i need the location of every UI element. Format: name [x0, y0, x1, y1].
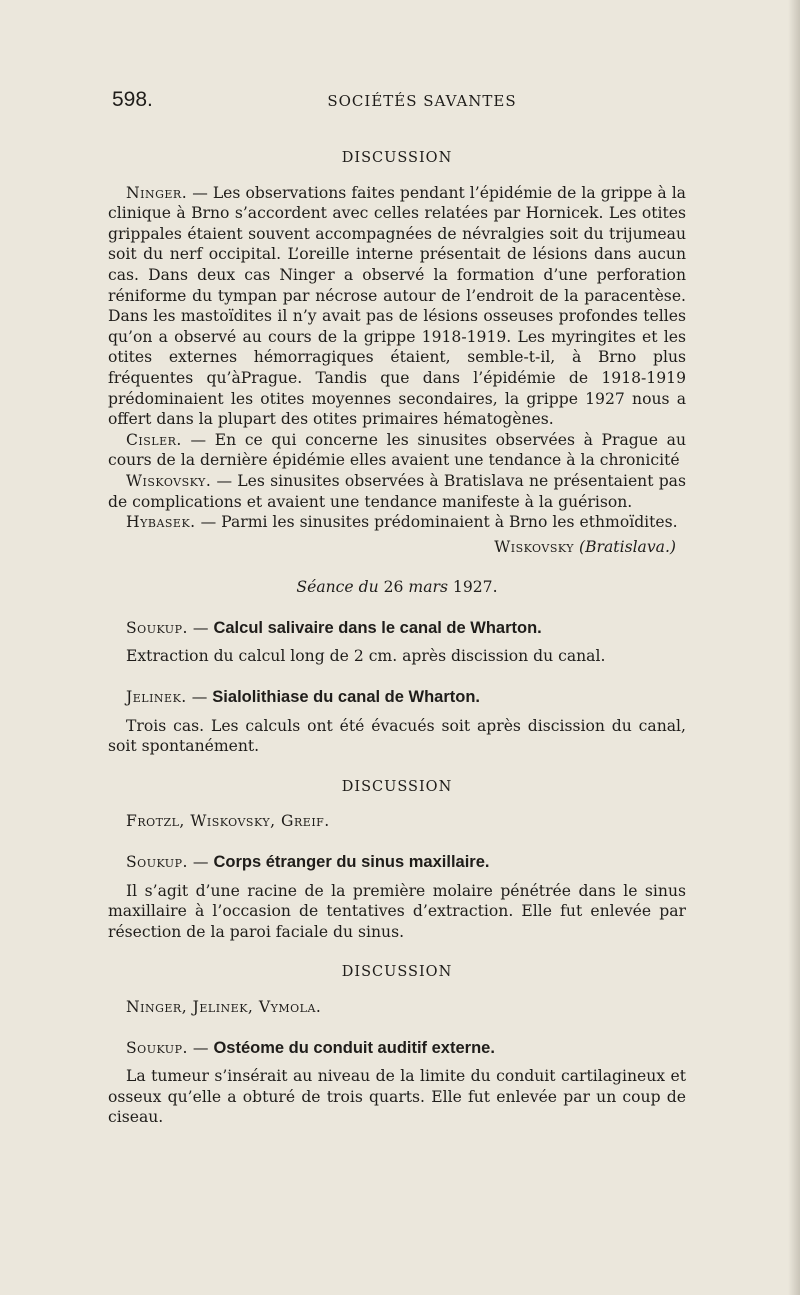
communication-text: Trois cas. Les calculs ont été évacués soit après discission du canal, soit spontanément.	[108, 716, 686, 756]
paragraph-cisler	[108, 430, 686, 471]
communication-heading: Ostéome du conduit auditif externe.	[213, 1038, 495, 1057]
paragraph-text: — Les observations faites pendant l’épidémie de la grippe à la clinique à Brno s’accordent avec celles relatées par Hornicek. Les otites grippales étaient souvent accompagnées de névralgies soit du trijumeau soit du nerf occipital. L’oreille interne présentait de lésions dans aucun cas. Dans deux cas Ninger a observé la formation d’une perforation réniforme du tympan par nécrose autour de l’endroit de la paracentèse. Dans les mastoïdites il n’y avait pas de lésions osseuses profondes telles qu’on a observé au cours de la grippe 1918-1919. Les myringites et les otites externes hémorragiques étaient, semble-t-il, à Brno plus fréquentes qu’àPrague. Tandis que dans l’épidémie de 1918-1919 prédominaient les otites moyennes secondaires, la grippe 1927 nous a offert dans la plupart des otites primaires hématogènes.	[108, 183, 686, 429]
paragraph-text: — En ce qui concerne les sinusites observées à Prague au cours de la dernière épidémie elles avaient une tendance à la chronicité	[108, 430, 686, 470]
running-title: SOCIÉTÉS SAVANTES	[327, 92, 517, 110]
discussion-heading: DISCUSSION	[341, 150, 453, 166]
communication-title	[108, 1038, 686, 1059]
discussion-heading: DISCUSSION	[341, 778, 453, 795]
speaker-name: Jelinek.	[126, 688, 187, 707]
communication-title	[108, 687, 686, 708]
paragraph-wiskovsky	[108, 471, 686, 512]
communication-text: Extraction du calcul long de 2 cm. après discission du canal.	[126, 647, 606, 666]
speaker-name: Hybasek.	[126, 513, 196, 532]
signature-name: Wiskovsky	[494, 537, 575, 556]
seance-date	[108, 577, 686, 598]
communication-title	[108, 852, 686, 873]
communication-heading: Corps étranger du sinus maxillaire.	[213, 853, 490, 872]
page-body	[108, 148, 686, 1128]
signature-place: (Bratislava.)	[579, 537, 676, 556]
speaker-name: Wiskovsky.	[126, 471, 212, 490]
signature	[108, 537, 686, 558]
paragraph-text: — Les sinusites observées à Bratislava ne présentaient pas de complications et avaient une tendance manifeste à la guérison.	[108, 471, 686, 511]
seance-year: 1927.	[452, 578, 498, 597]
page-edge-shadow	[788, 0, 800, 1295]
speaker-name: Soukup.	[126, 1038, 188, 1057]
speaker-name: Cisler.	[126, 430, 182, 449]
communication-text: Il s’agit d’une racine de la première molaire pénétrée dans le sinus maxillaire à l’occasion de tentatives d’extraction. Elle fut enlevée par résection de la paroi faciale du sinus.	[108, 881, 686, 941]
seance-month: mars	[408, 578, 448, 597]
communication-heading: Calcul salivaire dans le canal de Wharton.	[213, 618, 542, 637]
paragraph-hybasek	[108, 512, 686, 533]
speaker-name: Ninger.	[126, 183, 188, 202]
dash: —	[191, 688, 208, 707]
communication-heading: Sialolithiase du canal de Wharton.	[212, 688, 481, 707]
communication-title	[108, 618, 686, 639]
speaker-name: Soukup.	[126, 853, 188, 872]
paragraph-ninger	[108, 183, 686, 430]
paragraph-text: — Parmi les sinusites prédominaient à Brno les ethmoïdites.	[200, 513, 678, 532]
dash: —	[192, 853, 209, 872]
discussion-heading: DISCUSSION	[341, 964, 453, 981]
dash: —	[192, 1038, 209, 1057]
dash: —	[192, 618, 209, 637]
seance-day: 26	[383, 578, 404, 597]
page-header	[112, 88, 732, 118]
page-number: 598.	[112, 88, 153, 111]
speaker-name: Soukup.	[126, 618, 188, 637]
discussion-names: Frotzl, Wiskovsky, Greif.	[126, 812, 330, 831]
seance-label: Séance du	[296, 578, 379, 597]
communication-text: La tumeur s’insérait au niveau de la limite du conduit cartilagineux et osseux qu’elle a obturé de trois quarts. Elle fut enlevée par un coup de ciseau.	[108, 1067, 686, 1127]
discussion-names: Ninger, Jelinek, Vymola.	[126, 998, 322, 1016]
